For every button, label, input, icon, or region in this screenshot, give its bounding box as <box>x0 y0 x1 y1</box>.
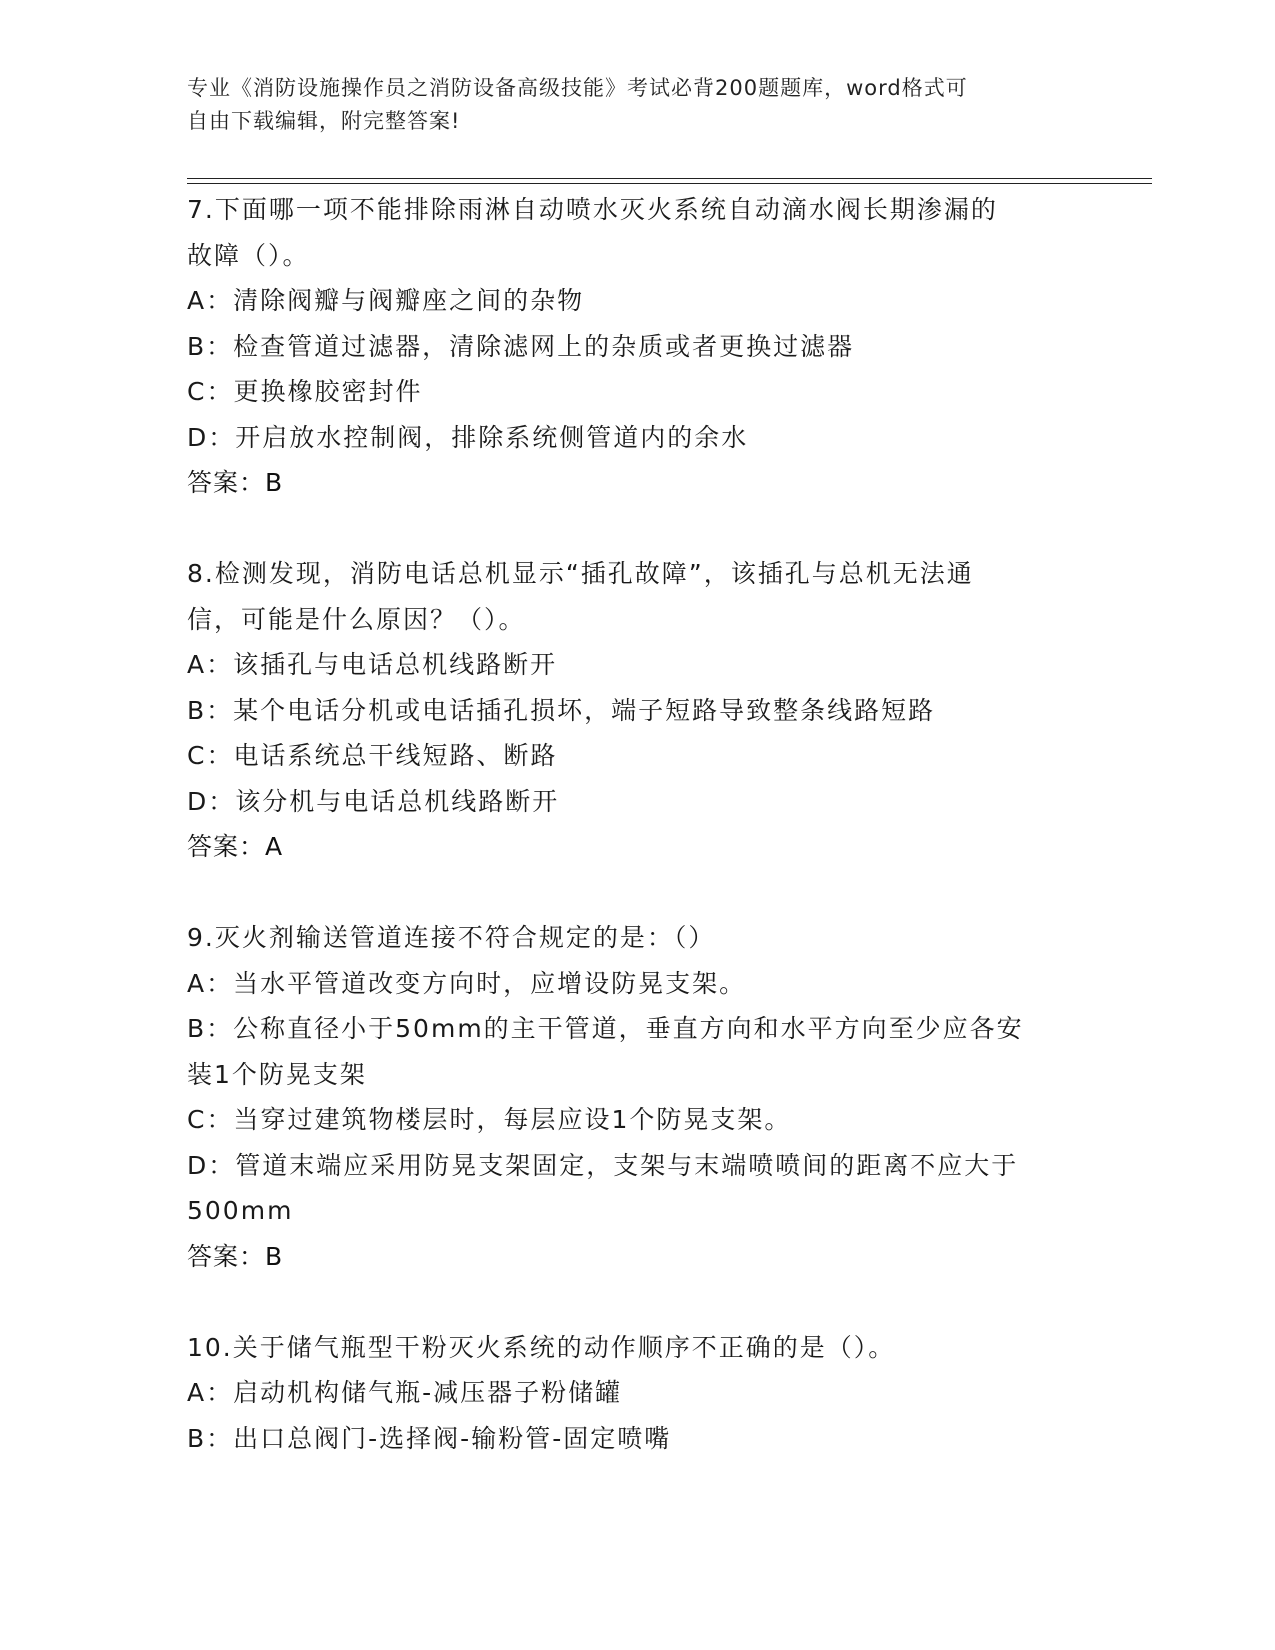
question-7 <box>187 187 1087 506</box>
question-stem-line: 8.检测发现，消防电话总机显示“插孔故障”，该插孔与总机无法通 <box>187 559 974 588</box>
document-header <box>187 72 1067 138</box>
answer-label: 答案：B <box>187 468 284 497</box>
option-b: B：公称直径小于50mm的主干管道，垂直方向和水平方向至少应各安 <box>187 1014 1024 1043</box>
question-stem-line: 故障（）。 <box>187 240 310 270</box>
option-d: D：该分机与电话总机线路断开 <box>187 786 560 816</box>
option-d: D：开启放水控制阀，排除系统侧管道内的余水 <box>187 422 749 452</box>
spacer <box>187 870 1087 916</box>
question-stem-line: 7.下面哪一项不能排除雨淋自动喷水灭火系统自动滴水阀长期渗漏的 <box>187 195 998 224</box>
option-a: A：启动机构储气瓶-减压器子粉储罐 <box>187 1378 623 1407</box>
option-d: D：管道末端应采用防晃支架固定，支架与末端喷喷间的距离不应大于 <box>187 1150 1019 1180</box>
question-stem-line: 9.灭火剂输送管道连接不符合规定的是：（） <box>187 923 716 952</box>
header-divider-top <box>187 178 1152 179</box>
option-b: B：某个电话分机或电话插孔损坏，端子短路导致整条线路短路 <box>187 695 936 725</box>
question-stem-line: 10.关于储气瓶型干粉灭火系统的动作顺序不正确的是（）。 <box>187 1332 896 1362</box>
question-list <box>187 187 1087 1461</box>
question-10 <box>187 1325 1087 1462</box>
spacer <box>187 506 1087 552</box>
question-stem-line: 信，可能是什么原因？（）。 <box>187 604 526 634</box>
question-9 <box>187 915 1087 1279</box>
option-a: A：清除阀瓣与阀瓣座之间的杂物 <box>187 286 585 315</box>
header-line-1: 专业《消防设施操作员之消防设备高级技能》考试必背200题题库，word格式可 <box>187 76 968 100</box>
option-c: C：当穿过建筑物楼层时，每层应设1个防晃支架。 <box>187 1105 792 1134</box>
option-b: B：检查管道过滤器，清除滤网上的杂质或者更换过滤器 <box>187 331 855 361</box>
option-b-continued: 装1个防晃支架 <box>187 1059 367 1089</box>
option-a: A：该插孔与电话总机线路断开 <box>187 650 558 679</box>
option-d-continued: 500mm <box>187 1196 294 1225</box>
header-divider-bottom <box>187 183 1152 184</box>
header-line-2: 自由下载编辑，附完整答案! <box>187 109 461 133</box>
option-c: C：电话系统总干线短路、断路 <box>187 741 558 770</box>
answer-label: 答案：B <box>187 1241 284 1271</box>
option-a: A：当水平管道改变方向时，应增设防晃支架。 <box>187 968 747 998</box>
option-c: C：更换橡胶密封件 <box>187 377 423 406</box>
spacer <box>187 1279 1087 1325</box>
question-8 <box>187 551 1087 870</box>
option-b: B：出口总阀门-选择阀-输粉管-固定喷嘴 <box>187 1423 672 1453</box>
answer-label: 答案：A <box>187 832 284 861</box>
